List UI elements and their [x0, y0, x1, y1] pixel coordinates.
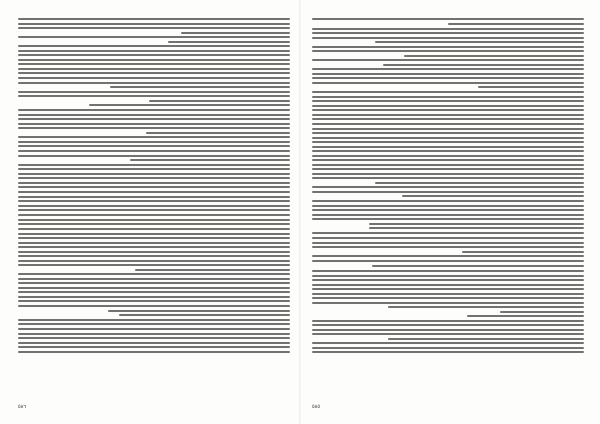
text-line	[18, 233, 290, 235]
text-line	[18, 177, 290, 179]
text-line	[312, 302, 584, 304]
text-line	[18, 255, 290, 257]
text-line	[18, 50, 290, 52]
text-line	[500, 311, 584, 313]
text-line	[375, 41, 584, 43]
text-line	[18, 54, 290, 56]
text-line	[312, 288, 584, 290]
text-line	[312, 109, 584, 111]
text-line	[18, 95, 290, 97]
text-line	[18, 273, 290, 275]
text-line	[18, 36, 290, 38]
text-line	[18, 168, 290, 170]
text-line	[18, 328, 290, 330]
text-line	[312, 242, 584, 244]
text-line	[18, 114, 290, 116]
text-line	[18, 182, 290, 184]
text-line	[312, 146, 584, 148]
text-line	[312, 320, 584, 322]
right-page-text-block	[312, 18, 584, 356]
text-line	[312, 37, 584, 39]
text-line	[130, 159, 290, 161]
text-line	[312, 329, 584, 331]
text-line	[18, 45, 290, 47]
text-line	[18, 228, 290, 230]
text-line	[312, 132, 584, 134]
text-line	[312, 205, 584, 207]
text-line	[312, 237, 584, 239]
text-line	[448, 23, 584, 25]
text-line	[312, 68, 584, 70]
text-line	[18, 164, 290, 166]
text-line	[18, 191, 290, 193]
text-line	[18, 23, 290, 25]
text-line	[18, 278, 290, 280]
text-line	[312, 114, 584, 116]
text-line	[404, 55, 584, 57]
text-line	[18, 205, 290, 207]
text-line	[168, 41, 290, 43]
text-line	[312, 141, 584, 143]
text-line	[18, 260, 290, 262]
text-line	[18, 127, 290, 129]
text-line	[312, 255, 584, 257]
text-line	[18, 18, 290, 20]
text-line	[312, 123, 584, 125]
text-line	[18, 63, 290, 65]
text-line	[18, 296, 290, 298]
text-line	[312, 246, 584, 248]
left-page-text-block	[18, 18, 290, 355]
text-line	[312, 28, 584, 30]
text-line	[18, 346, 290, 348]
text-line	[312, 270, 584, 272]
text-line	[312, 168, 584, 170]
text-line	[312, 186, 584, 188]
text-line	[312, 18, 584, 20]
text-line	[18, 150, 290, 152]
text-line	[402, 195, 584, 197]
text-line	[312, 137, 584, 139]
text-line	[18, 251, 290, 253]
text-line	[18, 118, 290, 120]
text-line	[181, 32, 290, 34]
text-line	[18, 186, 290, 188]
text-line	[18, 342, 290, 344]
text-line	[18, 219, 290, 221]
text-line	[18, 91, 290, 93]
text-line	[312, 96, 584, 98]
text-line	[372, 265, 584, 267]
text-line	[312, 73, 584, 75]
text-line	[312, 342, 584, 344]
text-line	[312, 100, 584, 102]
text-line	[312, 164, 584, 166]
text-line	[312, 260, 584, 262]
text-line	[312, 155, 584, 157]
text-line	[312, 275, 584, 277]
text-line	[18, 291, 290, 293]
text-line	[18, 141, 290, 143]
text-line	[312, 128, 584, 130]
text-line	[18, 246, 290, 248]
text-line	[18, 77, 290, 79]
right-page	[312, 18, 584, 410]
text-line	[18, 196, 290, 198]
text-line	[312, 159, 584, 161]
text-line	[312, 200, 584, 202]
text-line	[18, 319, 290, 321]
text-line	[18, 264, 290, 266]
text-line	[18, 82, 290, 84]
text-line	[146, 132, 290, 134]
text-line	[312, 333, 584, 335]
text-line	[312, 50, 584, 52]
text-line	[18, 323, 290, 325]
text-line	[312, 32, 584, 34]
text-line	[18, 282, 290, 284]
text-line	[18, 145, 290, 147]
text-line	[18, 300, 290, 302]
left-page-number: ٥٨٦	[18, 404, 27, 410]
text-line	[312, 150, 584, 152]
text-line	[18, 242, 290, 244]
text-line	[18, 237, 290, 239]
text-line	[312, 324, 584, 326]
text-line	[312, 218, 584, 220]
text-line	[312, 59, 584, 61]
text-line	[312, 77, 584, 79]
text-line	[18, 109, 290, 111]
text-line	[312, 46, 584, 48]
text-line	[312, 351, 584, 353]
text-line	[18, 123, 290, 125]
text-line	[375, 182, 584, 184]
text-line	[149, 100, 290, 102]
text-line	[383, 64, 584, 66]
text-line	[110, 86, 290, 88]
text-line	[369, 223, 584, 225]
text-line	[18, 68, 290, 70]
text-line	[312, 105, 584, 107]
text-line	[108, 310, 290, 312]
text-line	[312, 177, 584, 179]
text-line	[18, 72, 290, 74]
text-line	[312, 191, 584, 193]
text-line	[312, 209, 584, 211]
text-line	[312, 214, 584, 216]
text-line	[18, 333, 290, 335]
text-line	[89, 104, 290, 106]
text-line	[18, 337, 290, 339]
text-line	[18, 200, 290, 202]
text-line	[312, 284, 584, 286]
text-line	[388, 306, 584, 308]
text-line	[312, 91, 584, 93]
text-line	[119, 314, 290, 316]
text-line	[135, 269, 290, 271]
left-page	[18, 18, 290, 410]
text-line	[312, 232, 584, 234]
text-line	[462, 251, 584, 253]
right-page-number: ٥٨٥	[312, 404, 321, 410]
text-line	[312, 293, 584, 295]
text-line	[18, 27, 290, 29]
text-line	[312, 279, 584, 281]
text-line	[388, 338, 584, 340]
page-fold	[299, 0, 301, 424]
text-line	[18, 209, 290, 211]
text-line	[312, 297, 584, 299]
text-line	[369, 227, 584, 229]
text-line	[312, 118, 584, 120]
text-line	[18, 155, 290, 157]
text-line	[18, 59, 290, 61]
text-line	[18, 214, 290, 216]
text-line	[478, 86, 584, 88]
text-line	[18, 351, 290, 353]
text-line	[312, 173, 584, 175]
text-line	[467, 315, 584, 317]
text-line	[312, 82, 584, 84]
text-line	[312, 347, 584, 349]
text-line	[18, 136, 290, 138]
text-line	[18, 287, 290, 289]
text-line	[18, 223, 290, 225]
text-line	[18, 173, 290, 175]
text-line	[18, 305, 290, 307]
